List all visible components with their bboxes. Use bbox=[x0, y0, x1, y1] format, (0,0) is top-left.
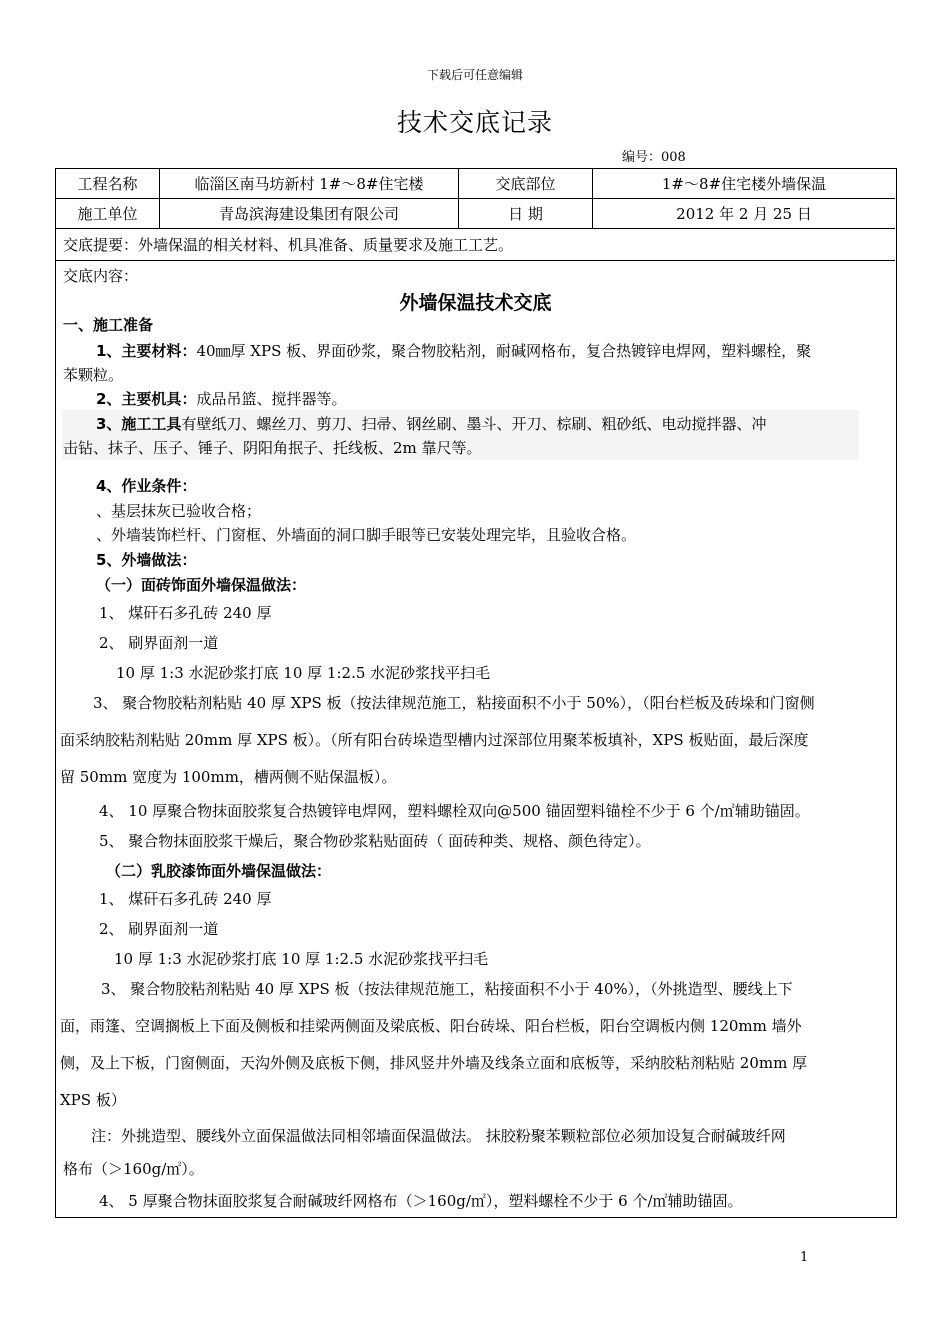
tile-method-heading: （一）面砖饰面外墙保温做法： bbox=[96, 576, 307, 594]
tile-step-4: 4、 10 厚聚合物抹面胶浆复合热镀锌电焊网，塑料螺栓双向@500 锚固塑料锚栓不少于 6 个/㎡辅助锚固。 bbox=[99, 802, 810, 820]
note-line-2: 格布（＞160g/㎡）。 bbox=[63, 1160, 204, 1178]
latex-step-4: 4、 5 厚聚合物抹面胶浆复合耐碱玻纤网格布（＞160g/㎡），塑料螺栓不少于 6 个/㎡辅助锚固。 bbox=[99, 1192, 743, 1210]
latex-step-3-line-3: 侧，及上下板，门窗侧面，天沟外侧及底板下侧，排风竖井外墙及线条立面和底板等，采纳胶粘剂粘贴 20mm 厚 bbox=[60, 1054, 808, 1072]
tools-label: 3、施工工具 bbox=[96, 415, 182, 433]
latex-step-3-line-4: XPS 板） bbox=[60, 1091, 126, 1109]
tools-line-2: 击钻、抹子、压子、锤子、阴阳角抿子、托线板、2m 靠尺等。 bbox=[63, 439, 482, 457]
page-number: 1 bbox=[800, 1250, 809, 1265]
section-title: 外墙保温技术交底 bbox=[399, 292, 552, 314]
equipment-label: 2、主要机具： bbox=[96, 390, 197, 408]
handover-part-label: 交底部位 bbox=[459, 169, 593, 198]
latex-step-1: 1、 煤矸石多孔砖 240 厚 bbox=[99, 890, 272, 908]
document-title: 技术交底记录 bbox=[396, 108, 553, 137]
summary-row bbox=[56, 229, 895, 261]
record-table bbox=[55, 168, 897, 1218]
date-value: 2012 年 2 月 25 日 bbox=[676, 205, 812, 223]
latex-step-2: 2、 刷界面剂一道 bbox=[99, 920, 219, 938]
tile-step-3: 3、 聚合物胶粘剂粘贴 40 厚 XPS 板（按法律规范施工，粘接面积不小于 50%），（阳台栏板及砖垛和门窗侧 bbox=[93, 694, 815, 712]
section-prep-heading: 一、施工准备 bbox=[63, 316, 154, 334]
handover-summary: 交底提要：外墙保温的相关材料、机具准备、质量要求及施工工艺。 bbox=[63, 236, 514, 254]
construction-unit-label: 施工单位 bbox=[56, 199, 160, 228]
header-note: 下载后可任意编辑 bbox=[426, 68, 523, 82]
wall-method-heading: 5、外墙做法： bbox=[96, 551, 197, 569]
tile-step-2-detail: 10 厚 1:3 水泥砂浆打底 10 厚 1:2.5 水泥砂浆找平扫毛 bbox=[116, 664, 491, 682]
latex-step-3: 3、 聚合物胶粘剂粘贴 40 厚 XPS 板（按法律规范施工，粘接面积不小于 40%），（外挑造型、腰线上下 bbox=[101, 980, 793, 998]
tile-step-2: 2、 刷界面剂一道 bbox=[99, 634, 219, 652]
project-name-value: 临淄区南马坊新村 1#～8#住宅楼 bbox=[160, 169, 459, 198]
date-label: 日 期 bbox=[459, 199, 593, 228]
materials-label: 1、主要材料： bbox=[96, 342, 197, 360]
tools-text: 有壁纸刀、螺丝刀、剪刀、扫帚、钢丝刷、墨斗、开刀、棕刷、粗砂纸、电动搅拌器、冲 bbox=[181, 415, 767, 433]
tile-step-1: 1、 煤矸石多孔砖 240 厚 bbox=[99, 604, 272, 622]
tile-step-3-line-3: 留 50mm 宽度为 100mm，槽两侧不贴保温板）。 bbox=[60, 768, 397, 786]
construction-unit-value: 青岛滨海建设集团有限公司 bbox=[160, 199, 459, 228]
tools-line bbox=[96, 414, 766, 434]
equipment-text: 成品吊篮、搅拌器等。 bbox=[196, 390, 347, 408]
tile-step-3-line-2: 面采纳胶粘剂粘贴 20mm 厚 XPS 板）。（所有阳台砖垛造型槽内过深部位用聚苯板填补，XPS 板贴面，最后深度 bbox=[60, 731, 809, 749]
document-number: 编号：008 bbox=[622, 150, 686, 165]
condition-1: 、基层抹灰已验收合格； bbox=[96, 502, 262, 520]
conditions-heading: 4、作业条件： bbox=[96, 477, 197, 495]
equipment-line bbox=[96, 389, 346, 409]
tile-step-5: 5、 聚合物抹面胶浆干燥后，聚合物砂浆粘贴面砖（ 面砖种类、规格、颜色待定）。 bbox=[99, 832, 651, 850]
info-row-unit bbox=[56, 199, 895, 229]
project-name-label: 工程名称 bbox=[56, 169, 160, 198]
content-label: 交底内容： bbox=[63, 267, 139, 285]
info-row-project bbox=[56, 169, 895, 199]
latex-method-heading: （二）乳胶漆饰面外墙保温做法： bbox=[106, 862, 332, 880]
latex-step-3-line-2: 面，雨篷、空调搁板上下面及侧板和挂梁两侧面及梁底板、阳台砖垛、阳台栏板，阳台空调板内侧 120mm 墙外 bbox=[60, 1017, 802, 1035]
latex-step-2-detail: 10 厚 1:3 水泥砂浆打底 10 厚 1:2.5 水泥砂浆找平扫毛 bbox=[114, 950, 489, 968]
note-line: 注：外挑造型、腰线外立面保温做法同相邻墙面保温做法。 抹胶粉聚苯颗粒部位必须加设复合耐碱玻纤网 bbox=[91, 1127, 786, 1145]
handover-part-value: 1#～8#住宅楼外墙保温 bbox=[661, 175, 827, 193]
materials-line-2: 苯颗粒。 bbox=[63, 366, 124, 384]
materials-line bbox=[96, 341, 811, 361]
materials-text: 40㎜厚 XPS 板、界面砂浆，聚合物胶粘剂，耐碱网格布，复合热镀锌电焊网，塑料螺栓，聚 bbox=[196, 342, 812, 360]
condition-2: 、外墙装饰栏杆、门窗框、外墙面的洞口脚手眼等已安装处理完毕，且验收合格。 bbox=[96, 526, 637, 544]
